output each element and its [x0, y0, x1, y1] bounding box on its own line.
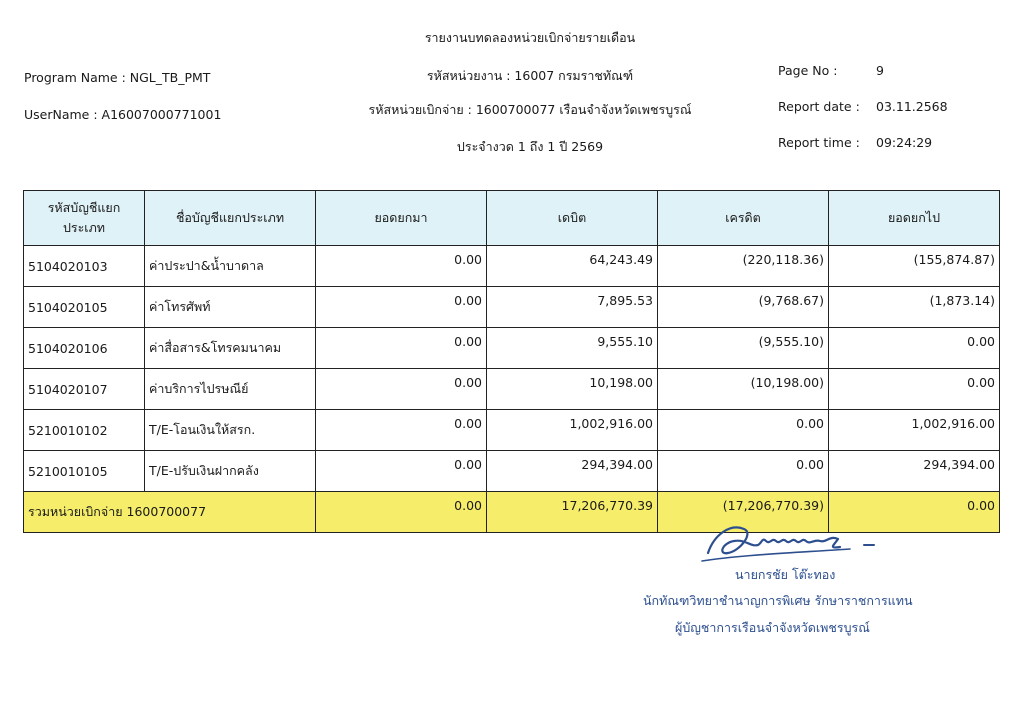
col-header-account-code: รหัสบัญชีแยกประเภท — [24, 191, 145, 246]
page-no-value: 9 — [876, 63, 884, 78]
page-no-label: Page No : — [778, 63, 838, 78]
table-row — [24, 410, 1000, 451]
credit-value: (10,198.00) — [658, 369, 829, 410]
table-row — [24, 246, 1000, 287]
credit-value: 0.00 — [658, 410, 829, 451]
account-name: ค่าประปา&น้ำบาดาล — [145, 246, 316, 287]
carried-forward-value: 0.00 — [829, 328, 1000, 369]
brought-forward-value: 0.00 — [316, 410, 487, 451]
table-header-row — [24, 191, 1000, 246]
total-credit: (17,206,770.39) — [658, 492, 829, 533]
account-name: T/E-โอนเงินให้สรก. — [145, 410, 316, 451]
account-name: T/E-ปรับเงินฝากคลัง — [145, 451, 316, 492]
col-header-account-name: ชื่อบัญชีแยกประเภท — [145, 191, 316, 246]
total-brought-forward: 0.00 — [316, 492, 487, 533]
account-code: 5210010105 — [24, 451, 145, 492]
account-code: 5104020105 — [24, 287, 145, 328]
report-title: รายงานบทดลองหน่วยเบิกจ่ายรายเดือน — [424, 30, 636, 45]
program-name: Program Name : NGL_TB_PMT — [24, 70, 211, 85]
credit-value: (220,118.36) — [658, 246, 829, 287]
debit-value: 9,555.10 — [487, 328, 658, 369]
account-name: ค่าสื่อสาร&โทรคมนาคม — [145, 328, 316, 369]
disbursing-unit: รหัสหน่วยเบิกจ่าย : 1600700077 เรือนจำจังหวัดเพชรบูรณ์ — [368, 102, 692, 117]
handwritten-signature — [700, 515, 880, 565]
brought-forward-value: 0.00 — [316, 287, 487, 328]
brought-forward-value: 0.00 — [316, 328, 487, 369]
debit-value: 7,895.53 — [487, 287, 658, 328]
carried-forward-value: (1,873.14) — [829, 287, 1000, 328]
carried-forward-value: 0.00 — [829, 369, 1000, 410]
account-code: 5104020103 — [24, 246, 145, 287]
col-header-credit: เครดิต — [658, 191, 829, 246]
table-row — [24, 328, 1000, 369]
carried-forward-value: 294,394.00 — [829, 451, 1000, 492]
table-row — [24, 369, 1000, 410]
brought-forward-value: 0.00 — [316, 451, 487, 492]
total-debit: 17,206,770.39 — [487, 492, 658, 533]
report-time-label: Report time : — [778, 135, 860, 150]
account-name: ค่าโทรศัพท์ — [145, 287, 316, 328]
account-code: 5210010102 — [24, 410, 145, 451]
username: UserName : A16007000771001 — [24, 107, 222, 122]
credit-value: (9,768.67) — [658, 287, 829, 328]
debit-value: 294,394.00 — [487, 451, 658, 492]
carried-forward-value: (155,874.87) — [829, 246, 1000, 287]
signer-name: นายกรชัย โต๊ะทอง — [735, 567, 836, 582]
trial-balance-table — [23, 190, 1000, 533]
account-name: ค่าบริการไปรษณีย์ — [145, 369, 316, 410]
total-carried-forward: 0.00 — [829, 492, 1000, 533]
account-code: 5104020106 — [24, 328, 145, 369]
agency-code: รหัสหน่วยงาน : 16007 กรมราชทัณฑ์ — [426, 68, 634, 83]
signer-position-1: นักทัณฑวิทยาชำนาญการพิเศษ รักษาราชการแทน — [643, 593, 913, 608]
table-row — [24, 451, 1000, 492]
debit-value: 1,002,916.00 — [487, 410, 658, 451]
table-row — [24, 287, 1000, 328]
total-label: รวมหน่วยเบิกจ่าย 1600700077 — [24, 492, 316, 533]
credit-value: 0.00 — [658, 451, 829, 492]
report-date-label: Report date : — [778, 99, 860, 114]
report-time-value: 09:24:29 — [876, 135, 933, 150]
carried-forward-value: 1,002,916.00 — [829, 410, 1000, 451]
signer-position-2: ผู้บัญชาการเรือนจำจังหวัดเพชรบูรณ์ — [675, 620, 870, 635]
col-header-carried-forward: ยอดยกไป — [829, 191, 1000, 246]
account-code: 5104020107 — [24, 369, 145, 410]
report-date-value: 03.11.2568 — [876, 99, 948, 114]
report-period: ประจำงวด 1 ถึง 1 ปี 2569 — [456, 139, 604, 154]
brought-forward-value: 0.00 — [316, 246, 487, 287]
col-header-brought-forward: ยอดยกมา — [316, 191, 487, 246]
debit-value: 10,198.00 — [487, 369, 658, 410]
credit-value: (9,555.10) — [658, 328, 829, 369]
col-header-debit: เดบิต — [487, 191, 658, 246]
debit-value: 64,243.49 — [487, 246, 658, 287]
brought-forward-value: 0.00 — [316, 369, 487, 410]
